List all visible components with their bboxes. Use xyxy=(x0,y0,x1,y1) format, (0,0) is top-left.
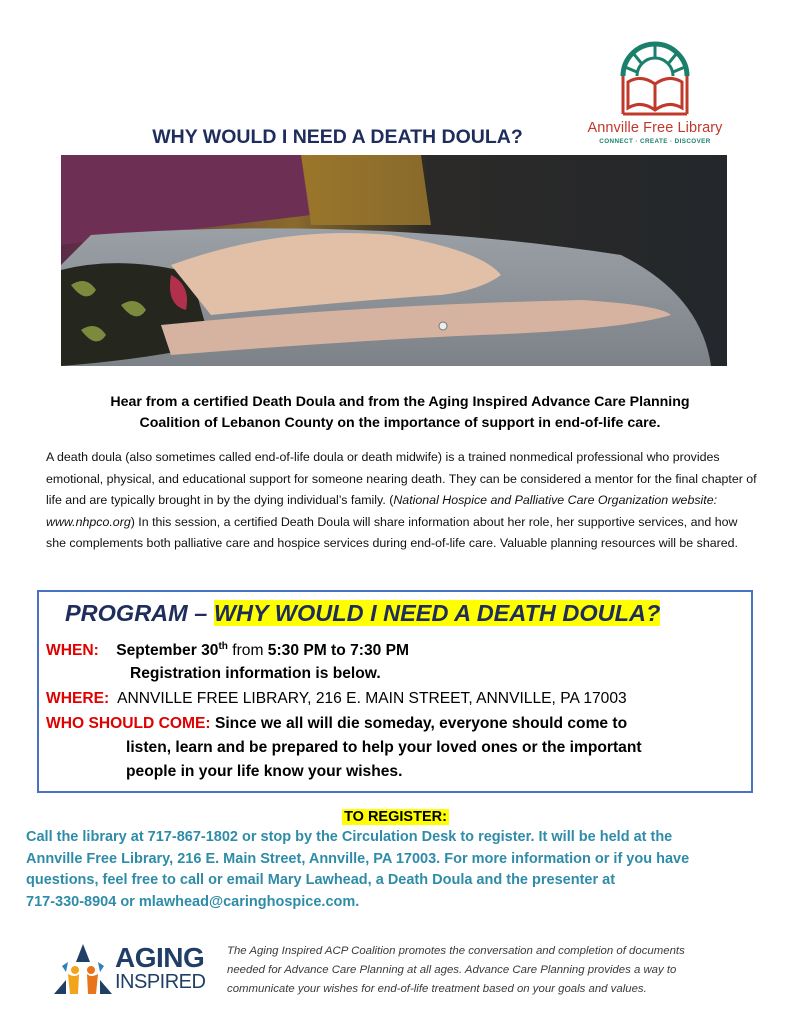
who-label: WHO SHOULD COME: xyxy=(46,715,211,732)
highlighted-title: WHY WOULD I NEED A DEATH DOULA? xyxy=(213,600,661,626)
register-instructions: Call the library at 717-867-1802 or stop by the Circulation Desk to register. It will be held at the Annville Free Library, 216 E. Main Street, Annville, PA 17003. For more information or if you have questions, feel free to call or email Mary Lawhead, a Death Doula and the presenter at 717-330-8904 or mlawhead@caringhospice.com. xyxy=(26,827,766,913)
aging-inspired-logo: AGING INSPIRED xyxy=(52,944,202,998)
library-name: Annville Free Library xyxy=(587,120,723,136)
open-book-arch-icon xyxy=(615,36,695,118)
lead-line-1: Hear from a certified Death Doula and from the Aging Inspired Advance Care Planning xyxy=(110,394,690,410)
citation: National Hospice and Palliative Care Organization website: www.nhpco.org xyxy=(46,493,718,529)
program-title: PROGRAM – WHY WOULD I NEED A DEATH DOULA? xyxy=(65,600,661,626)
coalition-description: The Aging Inspired ACP Coalition promotes the conversation and completion of documents needed for Advance Care Planning at all ages. Advance Care Planning provides a way to communicate your wishes for end-of-life treatment based on your goals and values. xyxy=(227,945,685,995)
where-row xyxy=(46,688,627,710)
registration-note: Registration information is below. xyxy=(130,665,381,682)
aging-inspired-figures-icon xyxy=(52,944,114,998)
event-date: September 30th xyxy=(116,641,228,659)
when-label: WHEN: xyxy=(46,642,99,659)
who-row: WHO SHOULD COME: Since we all will die someday, everyone should come to xyxy=(46,715,628,732)
when-row: WHEN: September 30th from 5:30 PM to 7:30 PM xyxy=(46,641,410,659)
description-paragraph: A death doula (also sometimes called end-of-life doula or death midwife) is a trained nonmedical professional who provides emotional, physical, and educational support for someone nearing death. They can be considered a mentor for the final chapter of life and are typically brought in by the dying individual’s family. (National Hospice and Palliative Care Organization website: www.nhpco.org) In this session, a certified Death Doula will share information about her role, her supportive services, and how she complements both palliative care and hospice services during end-of-life care. Valuable planning resources will be shared. xyxy=(46,450,757,550)
who-line-3: people in your life know your wishes. xyxy=(126,763,403,780)
program-info-box xyxy=(37,590,753,793)
page-title: WHY WOULD I NEED A DEATH DOULA? xyxy=(152,126,523,148)
who-line-2: listen, learn and be prepared to help your loved ones or the important xyxy=(126,739,642,756)
register-heading: TO REGISTER: xyxy=(344,809,447,825)
lead-line-2: Coalition of Lebanon County on the importance of support in end-of-life care. xyxy=(139,415,661,431)
event-time: 5:30 PM to 7:30 PM xyxy=(267,642,410,659)
contact-line: 717-330-8904 or mlawhead@caringhospice.com. xyxy=(26,893,360,910)
hands-photo xyxy=(61,155,727,366)
library-tagline: CONNECT · CREATE · DISCOVER xyxy=(599,138,711,145)
lead-paragraph xyxy=(40,392,760,434)
event-location: ANNVILLE FREE LIBRARY, 216 E. MAIN STREET, ANNVILLE, PA 17003 xyxy=(117,690,627,707)
where-label: WHERE: xyxy=(46,690,110,707)
